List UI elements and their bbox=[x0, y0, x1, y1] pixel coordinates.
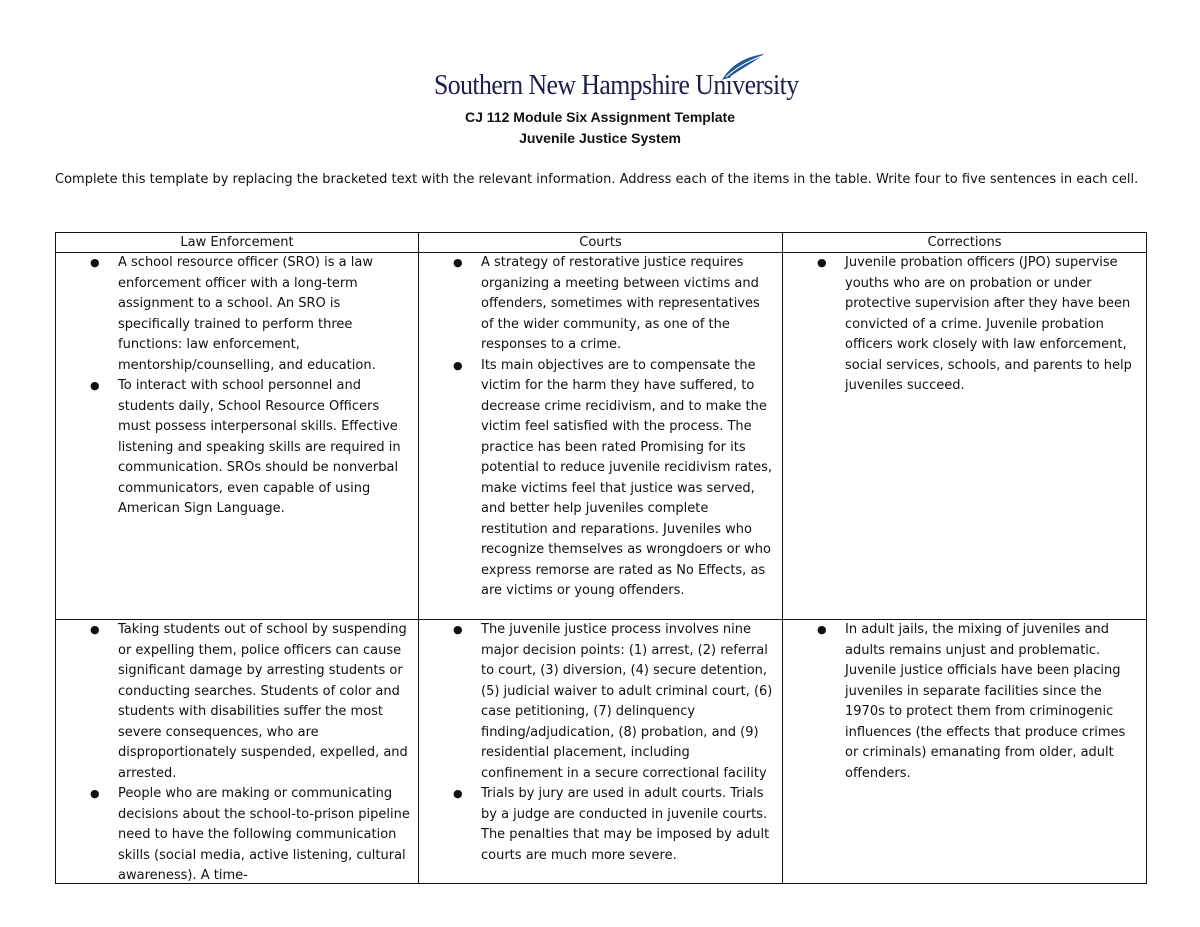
cell-corrections-2 bbox=[783, 620, 1147, 884]
cell-law-enforcement-1 bbox=[56, 253, 419, 620]
table-header-row bbox=[56, 233, 1147, 253]
cell-law-enforcement-2 bbox=[56, 620, 419, 884]
bullet-text: Juvenile probation officers (JPO) supervise youths who are on probation or under protective supervision after they have been convicted of a crime. Juvenile probation officers work closely with law enforcement, social services, schools, and parents to help juveniles succeed. bbox=[845, 255, 1132, 393]
list-item bbox=[56, 253, 418, 376]
list-item bbox=[419, 620, 782, 784]
header-courts: Courts bbox=[419, 233, 783, 253]
feather-icon bbox=[720, 52, 766, 82]
university-logo bbox=[434, 52, 799, 104]
cell-courts-1 bbox=[419, 253, 783, 620]
list-item bbox=[419, 253, 782, 356]
bullet-icon: ● bbox=[453, 256, 463, 269]
list-item bbox=[56, 784, 418, 883]
document-subtitle: Juvenile Justice System bbox=[519, 130, 681, 146]
header-corrections: Corrections bbox=[783, 233, 1147, 253]
instructions: Complete this template by replacing the bracketed text with the relevant information. Address each of the items in the table. Write four to five sentences in each cell. bbox=[55, 172, 1139, 187]
header-law-enforcement: Law Enforcement bbox=[56, 233, 419, 253]
table-row bbox=[56, 620, 1147, 884]
bullet-text: People who are making or communicating decisions about the school-to-prison pipeline need to have the following communication skills (social media, active listening, cultural awareness). A time- bbox=[118, 786, 410, 883]
bullet-icon: ● bbox=[90, 787, 100, 800]
list-item bbox=[419, 784, 782, 866]
bullet-icon: ● bbox=[453, 787, 463, 800]
bullet-text: A strategy of restorative justice requires organizing a meeting between victims and offenders, sometimes with representatives of the wider community, as one of the responses to a crime. bbox=[481, 255, 760, 352]
bullet-icon: ● bbox=[90, 256, 100, 269]
bullet-text: Taking students out of school by suspending or expelling them, police officers can cause significant damage by arresting students or conducting searches. Students of color and students with disabilities suffer the most severe consequences, who are disproportionately suspended, expelled, and arrested. bbox=[118, 622, 408, 781]
bullet-icon: ● bbox=[817, 256, 827, 269]
list-item bbox=[419, 356, 782, 602]
bullet-text: A school resource officer (SRO) is a law enforcement officer with a long-term assignment to a school. An SRO is specifically trained to perform three functions: law enforcement, mentorship/counselling, and education. bbox=[118, 255, 376, 373]
logo-wordmark: Southern New Hampshire University bbox=[434, 70, 799, 101]
bullet-icon: ● bbox=[453, 358, 463, 372]
list-item bbox=[783, 253, 1146, 397]
bullet-text: The juvenile justice process involves nine major decision points: (1) arrest, (2) referral to court, (3) diversion, (4) secure detention, (5) judicial waiver to adult criminal court, (6) case petitioning, (7) delinquency finding/adjudication, (8) probation, and (9) residential placement, including confinement in a secure correctional facility bbox=[481, 622, 773, 781]
bullet-text: Trials by jury are used in adult courts. Trials by a judge are conducted in juvenile courts. The penalties that may be imposed by adult courts are much more severe. bbox=[481, 786, 770, 863]
list-item bbox=[783, 620, 1146, 784]
list-item bbox=[56, 620, 418, 784]
bullet-text: Its main objectives are to compensate the victim for the harm they have suffered, to decrease crime recidivism, and to make the victim feel satisfied with the process. The practice has been rated Promising for its potential to reduce juvenile recidivism rates, make victims feel that justice was served, and better help juveniles complete restitution and reparations. Juveniles who recognize themselves as wrongdoers or who express remorse are rated as No Effects, as are victims or young offenders. bbox=[481, 357, 772, 598]
bullet-icon: ● bbox=[453, 623, 463, 636]
bullet-icon: ● bbox=[817, 623, 827, 636]
bullet-text: To interact with school personnel and students daily, School Resource Officers must possess interpersonal skills. Effective listening and speaking skills are required in communication. SROs should be nonverbal communicators, even capable of using American Sign Language. bbox=[118, 378, 401, 516]
bullet-icon: ● bbox=[90, 623, 100, 636]
document-titles bbox=[0, 107, 1200, 149]
document-title: CJ 112 Module Six Assignment Template bbox=[465, 109, 735, 125]
cell-corrections-1 bbox=[783, 253, 1147, 620]
bullet-text: In adult jails, the mixing of juveniles and adults remains unjust and problematic. Juvenile justice officials have been placing juveniles in separate facilities since the 1970s to protect them from criminogenic influences (the effects that produce crimes or criminals) emanating from older, adult offenders. bbox=[845, 622, 1126, 781]
table-row bbox=[56, 253, 1147, 620]
list-item bbox=[56, 376, 418, 520]
assignment-table bbox=[55, 232, 1147, 884]
cell-courts-2 bbox=[419, 620, 783, 884]
bullet-icon: ● bbox=[90, 379, 100, 392]
